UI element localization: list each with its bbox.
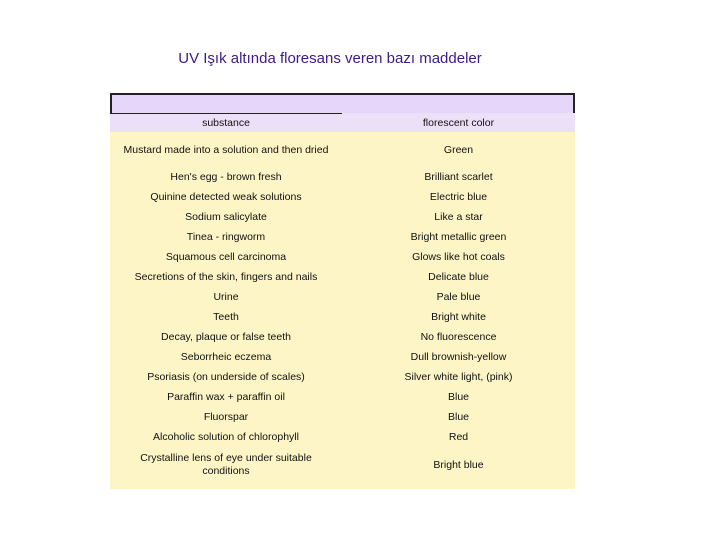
table-row — [110, 427, 575, 447]
color-cell: Pale blue — [436, 290, 481, 303]
color-cell: Bright metallic green — [410, 230, 507, 243]
substance-cell: Mustard made into a solution and then dried — [123, 143, 329, 156]
substance-cell: Sodium salicylate — [185, 210, 267, 223]
substance-cell: Psoriasis (on underside of scales) — [147, 370, 305, 383]
substance-cell: Paraffin wax + paraffin oil — [167, 390, 285, 403]
table-row — [110, 207, 575, 227]
table-row — [110, 167, 575, 187]
substance-cell: Fluorspar — [203, 410, 249, 423]
substance-cell: Secretions of the skin, fingers and nails — [134, 270, 318, 283]
substance-cell: Squamous cell carcinoma — [165, 250, 287, 263]
color-cell: Electric blue — [429, 190, 488, 203]
color-cell: Green — [443, 143, 474, 156]
color-cell: Blue — [447, 390, 469, 403]
substance-cell: Alcoholic solution of chlorophyll — [153, 430, 299, 443]
color-cell: Silver white light, (pink) — [404, 370, 513, 383]
substance-cell: Decay, plaque or false teeth — [161, 330, 291, 343]
table-row — [110, 407, 575, 427]
substance-cell: Hen's egg - brown fresh — [170, 170, 282, 183]
table-row — [110, 447, 575, 483]
table-row — [110, 367, 575, 387]
table-row — [110, 307, 575, 327]
table-row — [110, 347, 575, 367]
color-cell: Dull brownish-yellow — [410, 350, 507, 363]
substance-cell: Teeth — [213, 310, 239, 323]
header-florescent-color: florescent color — [422, 116, 495, 129]
substance-cell: Tinea - ringworm — [186, 230, 266, 243]
table-row — [110, 287, 575, 307]
substance-cell: Urine — [213, 290, 239, 303]
color-cell: Glows like hot coals — [412, 250, 505, 263]
table-divider-line — [110, 113, 342, 114]
color-cell: Like a star — [434, 210, 483, 223]
table-top-band — [110, 93, 575, 113]
table-body — [110, 132, 575, 489]
color-cell: Bright blue — [433, 458, 484, 471]
table-row — [110, 140, 575, 160]
table-row — [110, 267, 575, 287]
header-substance: substance — [202, 116, 250, 129]
color-cell: Delicate blue — [428, 270, 489, 283]
substance-cell: Quinine detected weak solutions — [150, 190, 302, 203]
color-cell: No fluorescence — [420, 330, 497, 343]
color-cell: Brilliant scarlet — [424, 170, 493, 183]
table-row — [110, 247, 575, 267]
table-row — [110, 187, 575, 207]
table-row — [110, 387, 575, 407]
table-row — [110, 227, 575, 247]
fluorescence-table — [110, 93, 575, 489]
color-cell: Blue — [447, 410, 469, 423]
color-cell: Bright white — [431, 310, 486, 323]
substance-cell: Crystalline lens of eye under suitable conditions — [140, 452, 312, 477]
substance-cell: Seborrheic eczema — [180, 350, 272, 363]
table-row — [110, 327, 575, 347]
table-header-row — [110, 113, 575, 132]
color-cell: Red — [448, 430, 469, 443]
page-title: UV Işık altında floresans veren bazı maddeler — [178, 50, 482, 67]
